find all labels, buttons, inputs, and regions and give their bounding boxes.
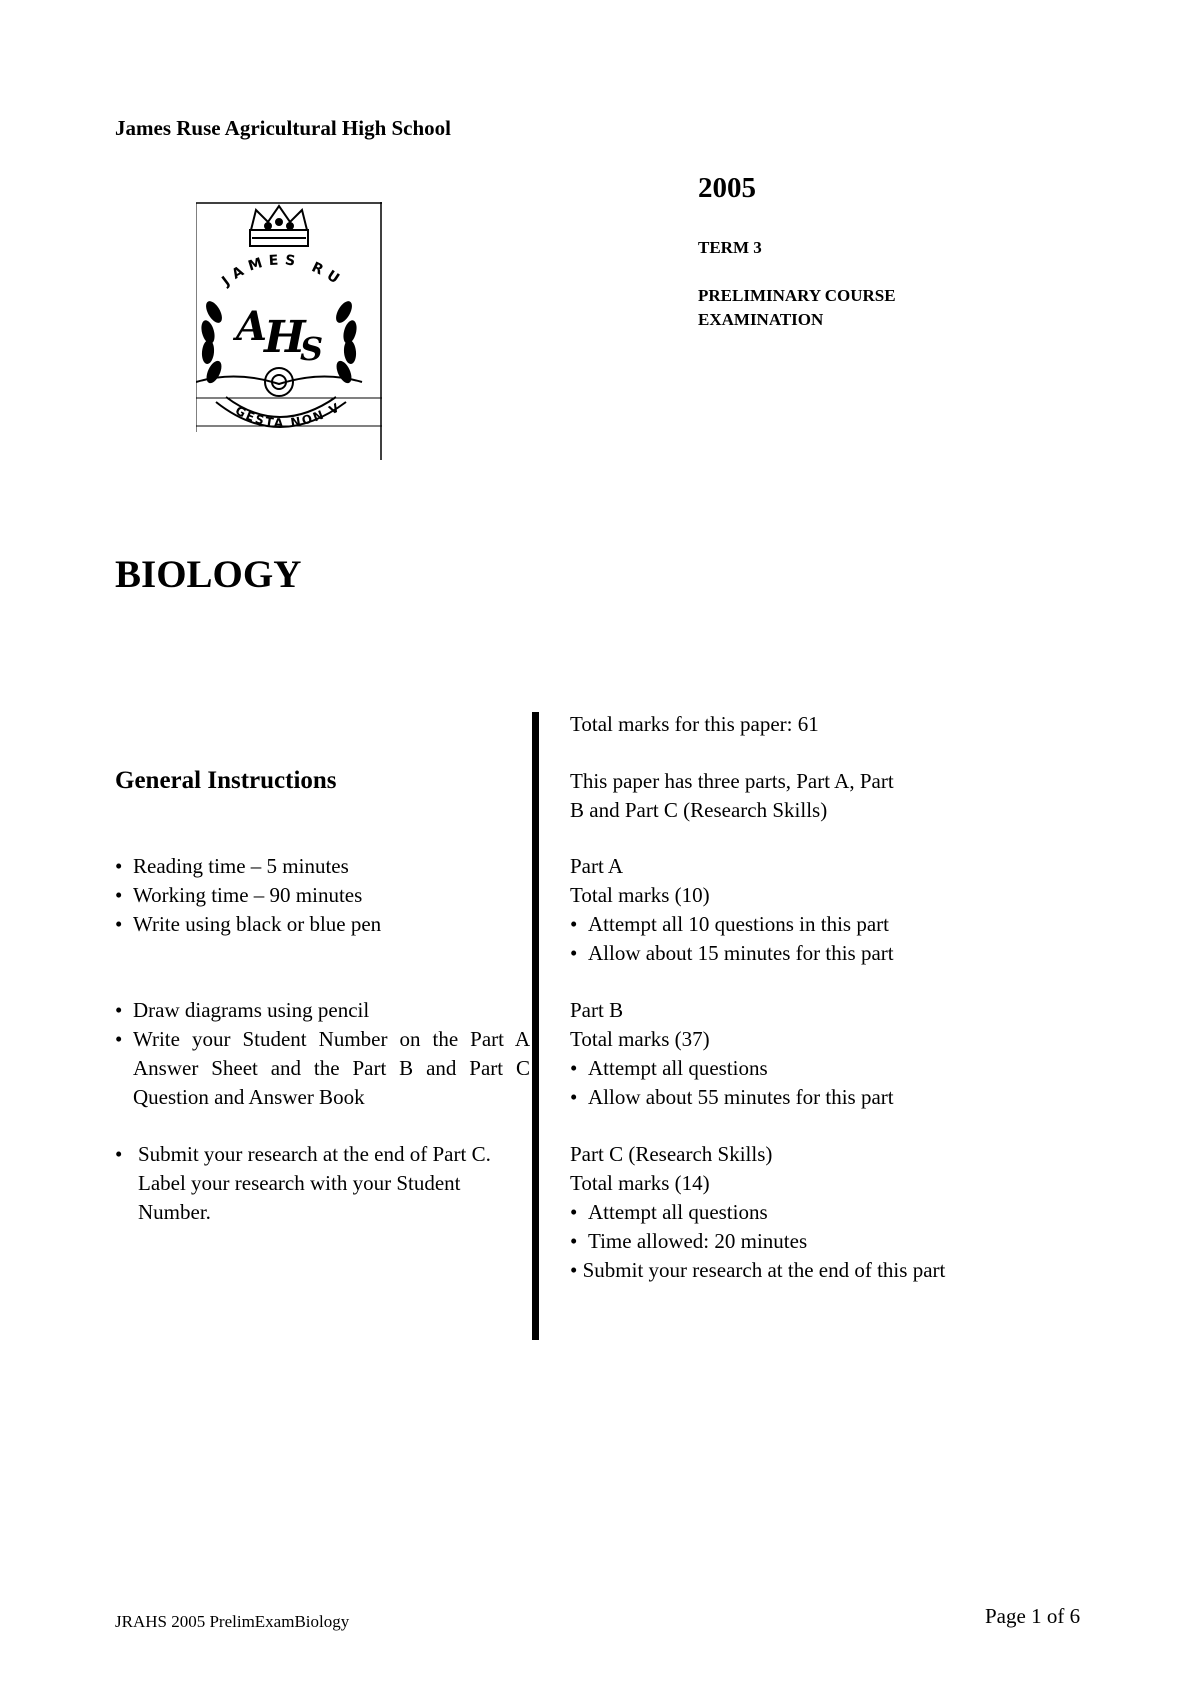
subject-title: BIOLOGY xyxy=(115,553,302,596)
exam-type-line-1: PRELIMINARY COURSE xyxy=(698,286,896,305)
svg-text:A: A xyxy=(236,303,268,350)
instruction-item: • Submit your research at the end of Part C. Label your research with your Student Number. xyxy=(115,1140,525,1227)
part-c-title: Part C (Research Skills) xyxy=(570,1142,773,1166)
svg-text:S: S xyxy=(300,330,324,368)
instruction-item: • Draw diagrams using pencil xyxy=(115,996,530,1025)
instruction-item: • Write using black or blue pen xyxy=(115,910,535,939)
exam-term: TERM 3 xyxy=(698,238,762,257)
instruction-item: • Reading time – 5 minutes xyxy=(115,852,535,881)
instructions-group-1 xyxy=(115,852,535,939)
part-b-item: • Attempt all questions xyxy=(570,1054,965,1083)
part-c-block xyxy=(570,1140,965,1285)
exam-year: 2005 xyxy=(698,172,756,204)
part-c-item: • Time allowed: 20 minutes xyxy=(570,1227,965,1256)
bullet-icon: • xyxy=(115,883,123,907)
part-b-block xyxy=(570,996,965,1112)
part-b-title: Part B xyxy=(570,998,624,1022)
exam-type-line-2: EXAMINATION xyxy=(698,310,824,329)
svg-text:H: H xyxy=(264,312,306,363)
svg-text:JAMES RUSE: JAMES RU xyxy=(219,252,347,291)
bullet-icon: • xyxy=(570,1258,578,1282)
part-a-item: • Allow about 15 minutes for this part xyxy=(570,939,965,968)
part-b-item: • Allow about 55 minutes for this part xyxy=(570,1083,965,1112)
bullet-icon: • xyxy=(115,1027,123,1051)
page-number: Page 1 of 6 xyxy=(985,1604,1081,1628)
footer-document-id: JRAHS 2005 PrelimExamBiology xyxy=(115,1612,350,1631)
instructions-group-2 xyxy=(115,996,530,1112)
part-a-title: Part A xyxy=(570,854,624,878)
bullet-icon: • xyxy=(570,941,578,965)
svg-text:GESTA NON VERBA: GESTA NON V xyxy=(232,399,344,431)
bullet-icon: • xyxy=(570,1085,578,1109)
part-c-marks: Total marks (14) xyxy=(570,1171,710,1195)
school-crest-icon xyxy=(196,202,382,460)
bullet-icon: • xyxy=(115,912,123,936)
part-a-item: • Attempt all 10 questions in this part xyxy=(570,910,965,939)
instructions-group-3 xyxy=(115,1140,525,1227)
bullet-icon: • xyxy=(115,998,123,1022)
bullet-icon: • xyxy=(115,1142,123,1166)
part-c-item: • Submit your research at the end of this part xyxy=(570,1258,946,1282)
part-c-item: • Attempt all questions xyxy=(570,1198,965,1227)
column-divider xyxy=(532,712,539,1340)
parts-description: This paper has three parts, Part A, Part B and Part C (Research Skills) xyxy=(570,769,894,822)
part-a-marks: Total marks (10) xyxy=(570,883,710,907)
exam-type xyxy=(698,284,896,332)
part-a-block xyxy=(570,852,965,968)
instruction-item: • Write your Student Number on the Part A Answer Sheet and the Part B and Part C Question and Answer Book xyxy=(115,1025,530,1112)
bullet-icon: • xyxy=(570,1229,578,1253)
bullet-icon: • xyxy=(570,1056,578,1080)
instruction-item: • Working time – 90 minutes xyxy=(115,881,535,910)
bullet-icon: • xyxy=(115,854,123,878)
part-b-marks: Total marks (37) xyxy=(570,1027,710,1051)
school-name: James Ruse Agricultural High School xyxy=(115,116,452,140)
total-marks: Total marks for this paper: 61 xyxy=(570,712,819,736)
general-instructions-heading: General Instructions xyxy=(115,767,337,794)
bullet-icon: • xyxy=(570,1200,578,1224)
bullet-icon: • xyxy=(570,912,578,936)
